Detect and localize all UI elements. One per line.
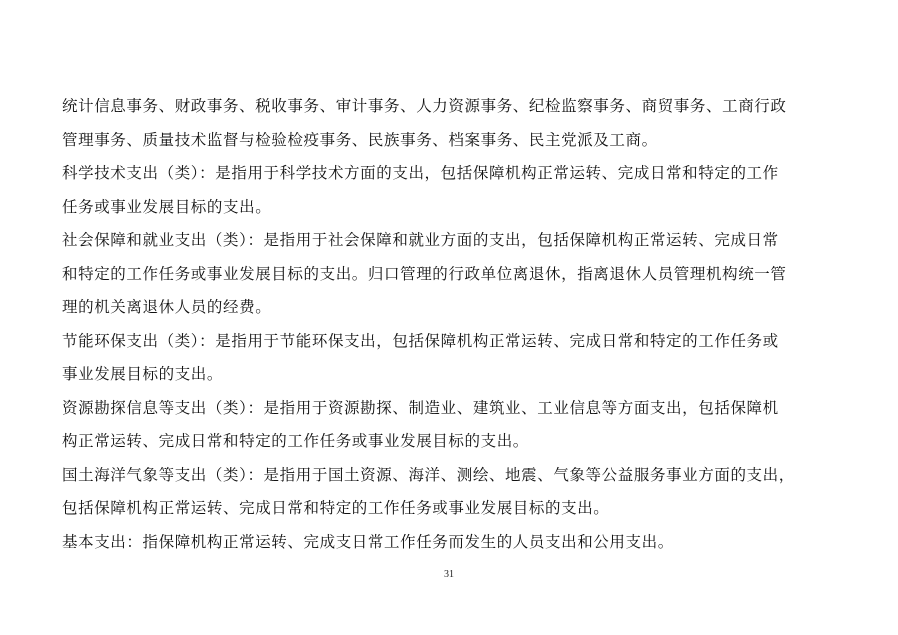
text-line: 事业发展目标的支出。 bbox=[62, 365, 224, 383]
text-line: 构正常运转、完成日常和特定的工作任务或事业发展目标的支出。 bbox=[62, 432, 529, 450]
text-line: 国土海洋气象等支出（类）：是指用于国土资源、海洋、测绘、地震、气象等公益服务事业方面的支出， bbox=[62, 465, 795, 484]
text-line: 任务或事业发展目标的支出。 bbox=[62, 197, 272, 216]
text-line: 基本支出：指保障机构正常运转、完成支日常工作任务而发生的人员支出和公用支出。 bbox=[62, 532, 674, 551]
text-line: 和特定的工作任务或事业发展目标的支出。归口管理的行政单位离退休，指离退休人员管理机构统一管 bbox=[62, 264, 787, 283]
text-line: 管理事务、质量技术监督与检验检疫事务、民族事务、档案事务、民主党派及工商。 bbox=[62, 130, 658, 149]
page-number: 31 bbox=[444, 569, 454, 580]
text-line: 理的机关离退休人员的经费。 bbox=[62, 298, 272, 316]
text-line: 社会保障和就业支出（类）：是指用于社会保障和就业方面的支出，包括保障机构正常运转、完成日常 bbox=[62, 231, 779, 249]
text-line: 包括保障机构正常运转、完成日常和特定的工作任务或事业发展目标的支出。 bbox=[62, 499, 610, 517]
text-line: 科学技术支出（类）：是指用于科学技术方面的支出，包括保障机构正常运转、完成日常和特定的工作 bbox=[62, 164, 779, 182]
body-text bbox=[62, 90, 838, 559]
text-line: 资源勘探信息等支出（类）：是指用于资源勘探、制造业、建筑业、工业信息等方面支出，包括保障机 bbox=[62, 398, 779, 417]
text-line: 统计信息事务、财政事务、税收事务、审计事务、人力资源事务、纪检监察事务、商贸事务、工商行政 bbox=[62, 97, 787, 115]
text-line: 节能环保支出（类）：是指用于节能环保支出，包括保障机构正常运转、完成日常和特定的工作任务或 bbox=[62, 331, 779, 350]
